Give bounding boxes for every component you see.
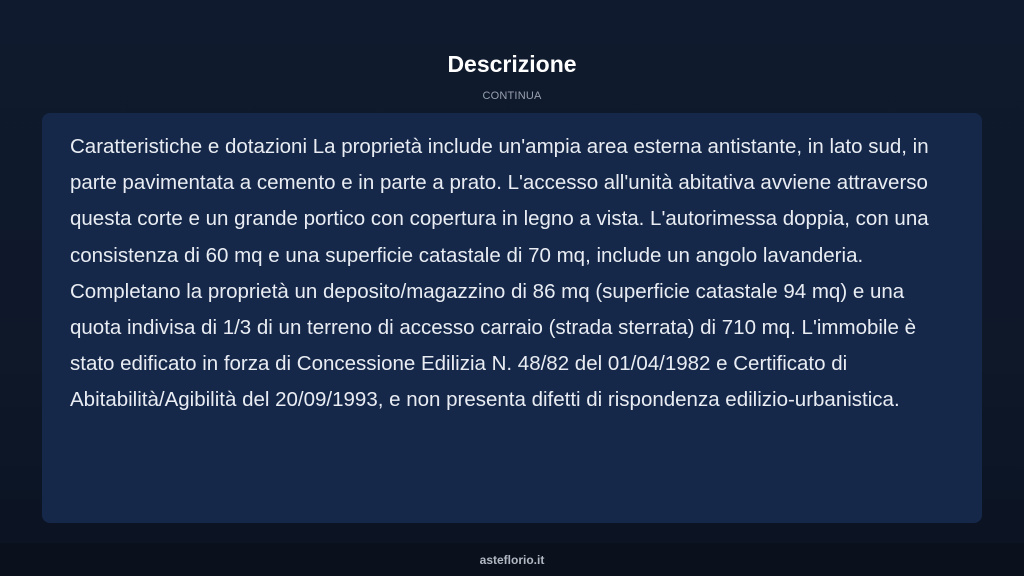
description-card: [42, 113, 982, 523]
footer-bar: [0, 543, 1024, 576]
footer-site-name: asteflorio.it: [479, 553, 545, 567]
description-text: Caratteristiche e dotazioni La proprietà include un'ampia area esterna antistante, in lato sud, in parte pavimentata a cemento e in parte a prato. L'accesso all'unità abitativa avviene attraverso questa corte e un grande portico con copertura in legno a vista. L'autorimessa doppia, con una consistenza di 60 mq e una superficie catastale di 70 mq, include un angolo lavanderia. Completano la proprietà un deposito/magazzino di 86 mq (superficie catastale 94 mq) e una quota indivisa di 1/3 di un terreno di accesso carraio (strada sterrata) di 710 mq. L'immobile è stato edificato in forza di Concessione Edilizia N. 48/82 del 01/04/1982 e Certificato di Abitabilità/Agibilità del 20/09/1993, e non presenta difetti di rispondenza edilizio-urbanistica.: [70, 135, 929, 412]
page-title: Descrizione: [447, 51, 577, 77]
continue-link[interactable]: CONTINUA: [482, 90, 542, 102]
